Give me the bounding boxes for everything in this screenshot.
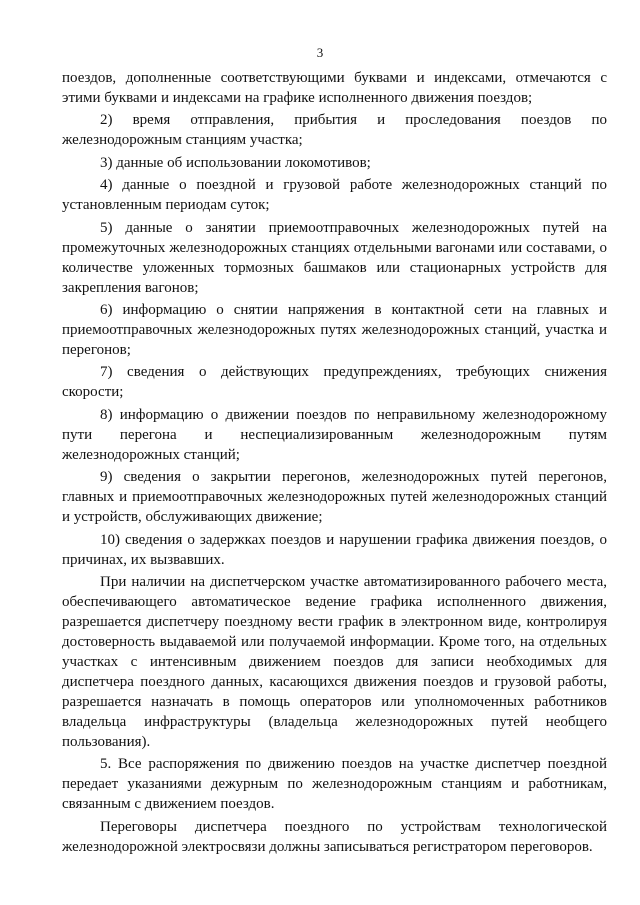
list-item-2: 2) время отправления, прибытия и проследования поездов по железнодорожным станциям участка; bbox=[62, 112, 607, 149]
section-5: 5. Все распоряжения по движению поездов на участке диспетчер поездной передает указаниями дежурным по железнодорожным станциям и работникам, связанным с движением поездов. bbox=[62, 756, 607, 813]
list-item-10: 10) сведения о задержках поездов и нарушении графика движения поездов, о причинах, их вызвавших. bbox=[62, 531, 607, 568]
list-item-8: 8) информацию о движении поездов по неправильному железнодорожному пути перегона и неспециализированным железнодорожным путям железнодорожных станций; bbox=[62, 406, 607, 463]
paragraph-continuation: поездов, дополненные соответствующими буквами и индексами, отмечаются с этими буквами и индексами на графике исполненного движения поездов; bbox=[62, 70, 607, 106]
paragraph-recording: Переговоры диспетчера поездного по устройствам технологической железнодорожной электросвязи должны записываться регистратором переговоров. bbox=[62, 818, 607, 855]
list-item-9: 9) сведения о закрытии перегонов, железнодорожных путей перегонов, главных и приемоотправочных железнодорожных путей железнодорожных станций и устройств, обслуживающих движение; bbox=[62, 469, 607, 526]
paragraph-arm: При наличии на диспетчерском участке автоматизированного рабочего места, обеспечивающего автоматическое ведение графика исполненного движения, разрешается диспетчеру поездному вести график в электронном виде, контролируя достоверность выдаваемой или получаемой информации. Кроме того, на отдельных участках с интенсивным движением поездов для записи необходимых для диспетчера поездного данных, касающихся движения поездов и грузовой работы, разрешается назначать в помощь операторов или уполномоченных работников владельца инфраструктуры (владельца железнодорожных путей необщего пользования). bbox=[62, 573, 607, 750]
page-number: 3 bbox=[316, 45, 324, 60]
list-item-6: 6) информацию о снятии напряжения в контактной сети на главных и приемоотправочных железнодорожных путях железнодорожных станций, участка и перегонов; bbox=[62, 301, 607, 358]
list-item-3: 3) данные об использовании локомотивов; bbox=[100, 154, 371, 171]
document-body bbox=[62, 68, 607, 859]
list-item-4: 4) данные о поездной и грузовой работе железнодорожных станций по установленным периодам суток; bbox=[62, 177, 607, 214]
list-item-5: 5) данные о занятии приемоотправочных железнодорожных путей на промежуточных железнодорожных станциях отдельными вагонами или составами, о количестве уложенных тормозных башмаков или стационарных устройств для закрепления вагонов; bbox=[62, 219, 607, 296]
list-item-7: 7) сведения о действующих предупреждениях, требующих снижения скорости; bbox=[62, 364, 607, 401]
